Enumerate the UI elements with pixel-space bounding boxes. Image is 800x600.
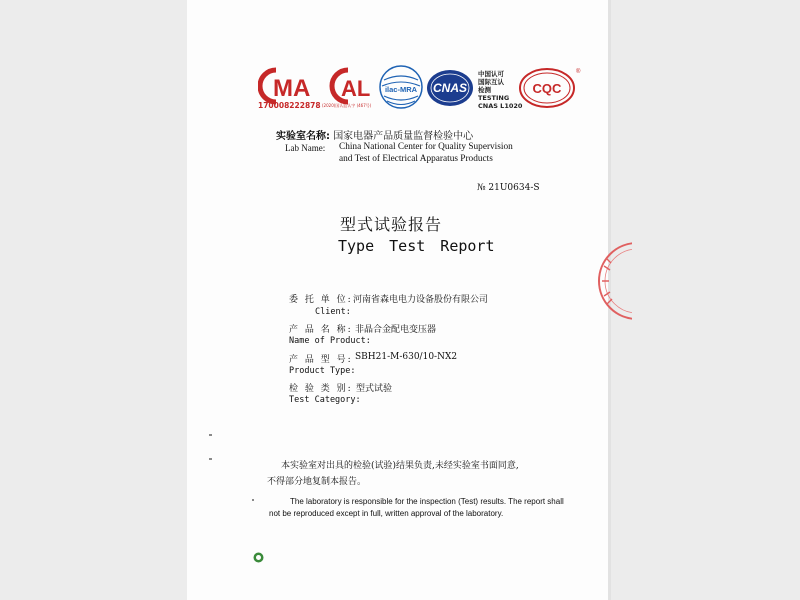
scan-speck <box>209 458 212 460</box>
ilac-mra-logo <box>378 64 424 110</box>
lab-value-en <box>339 142 513 165</box>
scan-speck <box>252 499 254 501</box>
lab-value-cn: 国家电器产品质量监督检验中心 <box>333 131 474 142</box>
category-value: 型式试验 <box>356 384 393 394</box>
product-label-en: Name of Product: <box>289 336 371 346</box>
model-label-cn: 产 品 型 号: <box>289 355 353 365</box>
report-title-cn: 型式试验报告 <box>340 215 443 234</box>
cal-logo <box>324 66 376 108</box>
cma-note: (2020)国认监认字 (467号) <box>322 103 372 108</box>
lab-value-en-line1: China National Center for Quality Supervision <box>339 142 513 152</box>
cqc-text: CQC <box>532 81 562 96</box>
lab-name-cn <box>276 127 473 142</box>
model-value: SBH21-M-630/10-NX2 <box>355 352 458 362</box>
lab-label-en: Lab Name: <box>285 143 326 153</box>
category-label-en: Test Category: <box>289 395 361 405</box>
ilac-text: ilac-MRA <box>384 85 418 94</box>
cnas-caption-line: 国际互认 <box>478 78 504 86</box>
report-number: № 21U0634-S <box>477 183 540 193</box>
cma-cert-number: 170008222878 <box>258 101 321 110</box>
category-label-cn: 检 验 类 别: <box>289 384 353 394</box>
lab-label-cn: 实验室名称: <box>276 131 330 142</box>
statement-cn-line2: 不得部分地复制本报告。 <box>267 477 367 487</box>
statement-cn-line1: 本实验室对出具的检验(试验)结果负责,未经实验室书面同意, <box>281 461 519 471</box>
registered-mark-icon: ® <box>576 69 581 75</box>
official-seal-partial <box>592 236 632 326</box>
report-title-en: Type Test Report <box>338 237 495 255</box>
client-label-cn: 委 托 单 位: <box>289 295 353 305</box>
recycle-mark-icon <box>253 552 264 563</box>
scan-speck <box>209 434 212 436</box>
product-value: 非晶合金配电变压器 <box>355 325 437 335</box>
cqc-logo <box>516 64 582 110</box>
cma-text: MA <box>273 75 311 102</box>
cnas-text: CNAS <box>432 81 468 95</box>
cnas-caption-line: 中国认可 <box>478 70 504 78</box>
cnas-caption-line: CNAS L1020 <box>478 102 523 110</box>
cal-text: AL <box>341 76 371 101</box>
model-label-en: Product Type: <box>289 366 356 376</box>
cnas-caption-line: TESTING <box>478 94 510 102</box>
cnas-caption-line: 检测 <box>478 86 491 94</box>
cnas-logo <box>425 67 475 109</box>
statement-en-line2: not be reproduced except in full, written approval of the laboratory. <box>269 509 504 518</box>
product-label-cn: 产 品 名 称: <box>289 325 353 335</box>
statement-en-line1: The laboratory is responsible for the inspection (Test) results. The report shall <box>290 497 564 506</box>
lab-value-en-line2: and Test of Electrical Apparatus Products <box>339 153 493 164</box>
client-value: 河南省森电电力设备股份有限公司 <box>353 295 489 305</box>
client-label-en: Client: <box>315 307 351 317</box>
